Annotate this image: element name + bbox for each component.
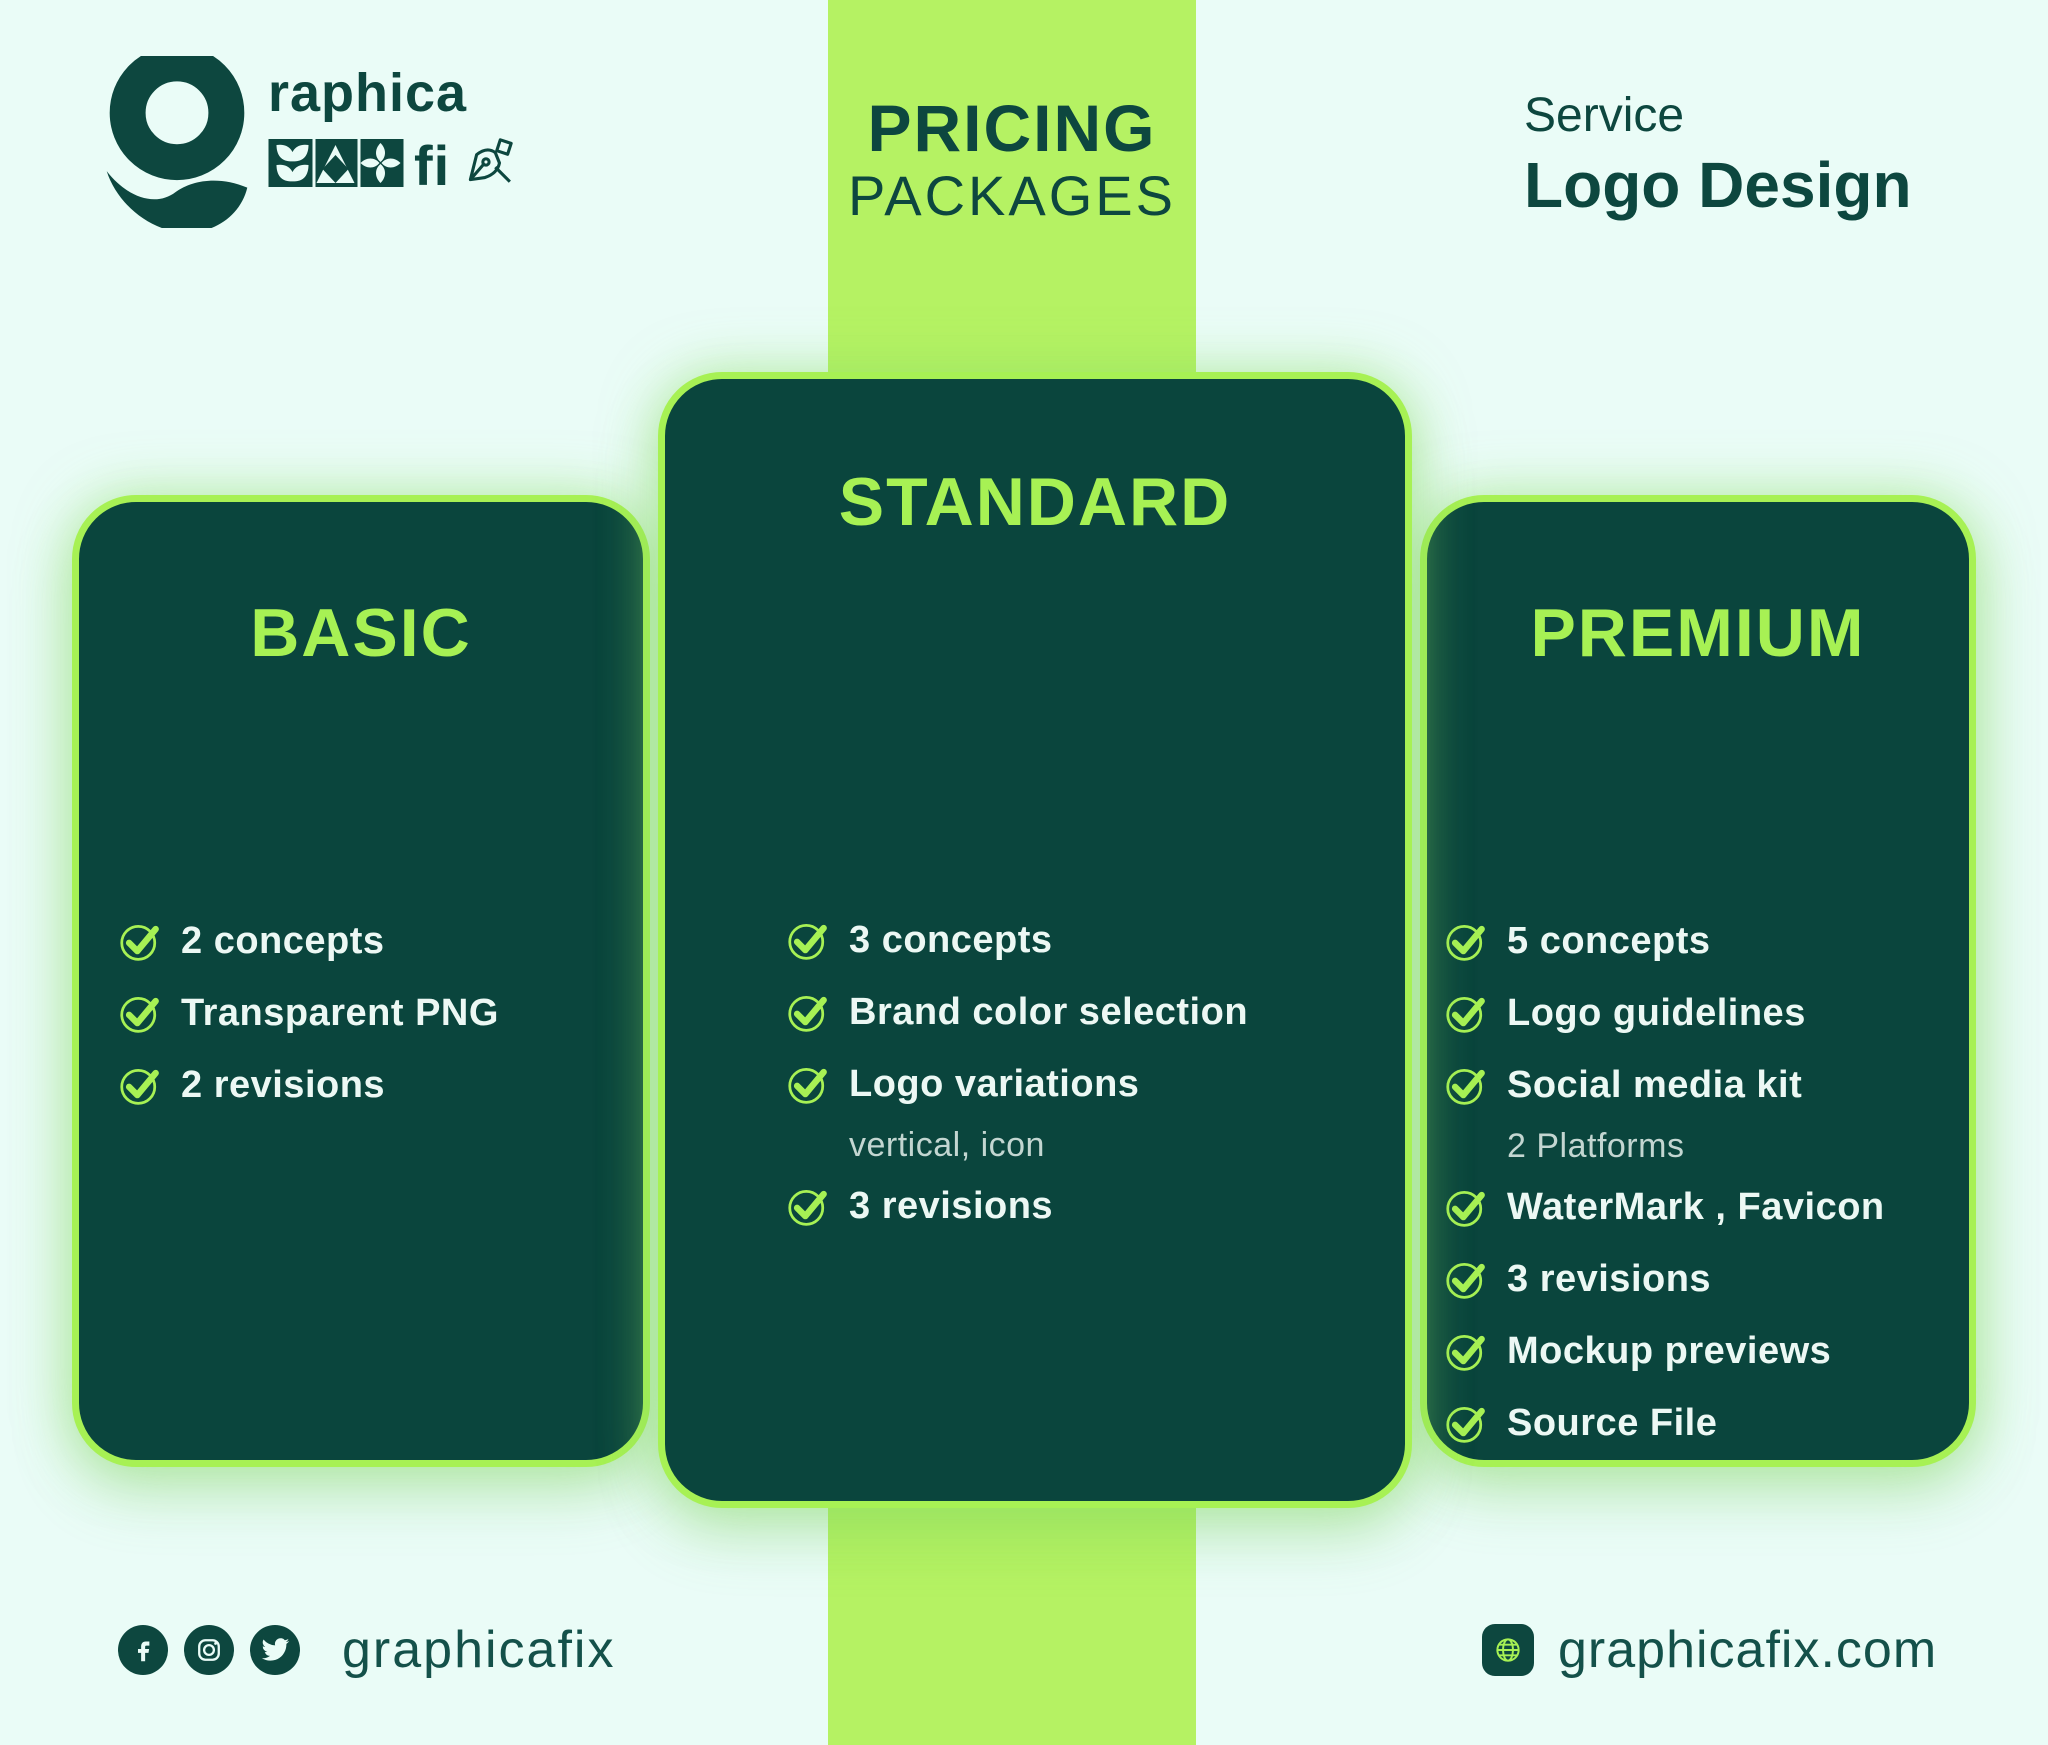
check-icon: [1445, 1257, 1489, 1301]
feature-sub-label: 2 Platforms: [1507, 1126, 1685, 1165]
instagram-icon[interactable]: [184, 1625, 234, 1675]
feature-label: Logo guidelines: [1507, 991, 1806, 1034]
brand-word-fi: fi: [414, 133, 451, 197]
package-title-basic: BASIC: [250, 595, 472, 671]
feature-row: [119, 1049, 499, 1121]
feature-row: [1445, 905, 1885, 977]
feature-label: 3 revisions: [849, 1184, 1054, 1227]
service-label: Service: [1524, 89, 1685, 142]
batik-pattern-icon: [268, 139, 404, 192]
check-icon: [119, 991, 163, 1035]
check-icon: [1445, 919, 1489, 963]
feature-label: WaterMark , Favicon: [1507, 1185, 1885, 1228]
feature-row: [787, 1048, 1248, 1120]
facebook-icon[interactable]: [118, 1625, 168, 1675]
feature-row: [119, 977, 499, 1049]
feature-row: [787, 976, 1248, 1048]
feature-label: 3 concepts: [849, 918, 1053, 961]
feature-sub-row: [787, 1120, 1248, 1170]
feature-label: Social media kit: [1507, 1063, 1803, 1106]
brand-g-icon: [102, 56, 252, 233]
feature-sub-label: vertical, icon: [849, 1125, 1045, 1164]
feature-list-basic: [119, 905, 499, 1121]
package-card-premium: [1420, 495, 1976, 1467]
pen-nib-icon: [460, 136, 514, 195]
feature-row: [1445, 1171, 1885, 1243]
feature-label: Transparent PNG: [181, 991, 499, 1034]
feature-row: [1445, 977, 1885, 1049]
footer-website: [1482, 1620, 1937, 1680]
feature-list-premium: [1445, 905, 1885, 1459]
check-icon: [1445, 1185, 1489, 1229]
package-card-basic: [72, 495, 650, 1467]
check-icon: [1445, 1401, 1489, 1445]
feature-label: 2 revisions: [181, 1063, 386, 1106]
feature-row: [1445, 1049, 1885, 1121]
service-name: Logo Design: [1524, 149, 1912, 222]
feature-list-standard: [787, 904, 1248, 1242]
brand-word: raphica: [268, 63, 468, 123]
feature-label: Logo variations: [849, 1062, 1140, 1105]
globe-icon: [1482, 1624, 1534, 1676]
check-icon: [1445, 1063, 1489, 1107]
feature-label: 2 concepts: [181, 919, 385, 962]
feature-row: [1445, 1315, 1885, 1387]
check-icon: [119, 919, 163, 963]
check-icon: [1445, 991, 1489, 1035]
social-handle: graphicafix: [342, 1621, 616, 1679]
feature-label: Brand color selection: [849, 990, 1249, 1033]
title-packages: PACKAGES: [848, 164, 1176, 228]
footer-social: [118, 1620, 615, 1680]
feature-row: [787, 904, 1248, 976]
feature-label: 3 revisions: [1507, 1257, 1712, 1300]
feature-row: [1445, 1387, 1885, 1459]
feature-row: [119, 905, 499, 977]
package-title-premium: PREMIUM: [1530, 595, 1866, 671]
feature-row: [1445, 1243, 1885, 1315]
package-card-standard: [658, 372, 1412, 1508]
check-icon: [787, 918, 831, 962]
check-icon: [119, 1063, 163, 1107]
check-icon: [787, 990, 831, 1034]
feature-sub-row: [1445, 1121, 1885, 1171]
website-link[interactable]: graphicafix.com: [1558, 1621, 1938, 1679]
twitter-icon[interactable]: [250, 1625, 300, 1675]
check-icon: [1445, 1329, 1489, 1373]
feature-label: 5 concepts: [1507, 919, 1711, 962]
package-title-standard: STANDARD: [838, 464, 1232, 540]
brand-logo: [102, 56, 514, 233]
feature-label: Mockup previews: [1507, 1329, 1832, 1372]
check-icon: [787, 1062, 831, 1106]
check-icon: [787, 1184, 831, 1228]
feature-row: [787, 1170, 1248, 1242]
title-pricing: PRICING: [867, 91, 1157, 165]
service-block: [1524, 88, 1912, 223]
feature-label: Source File: [1507, 1401, 1718, 1444]
poster-title: [828, 91, 1196, 228]
